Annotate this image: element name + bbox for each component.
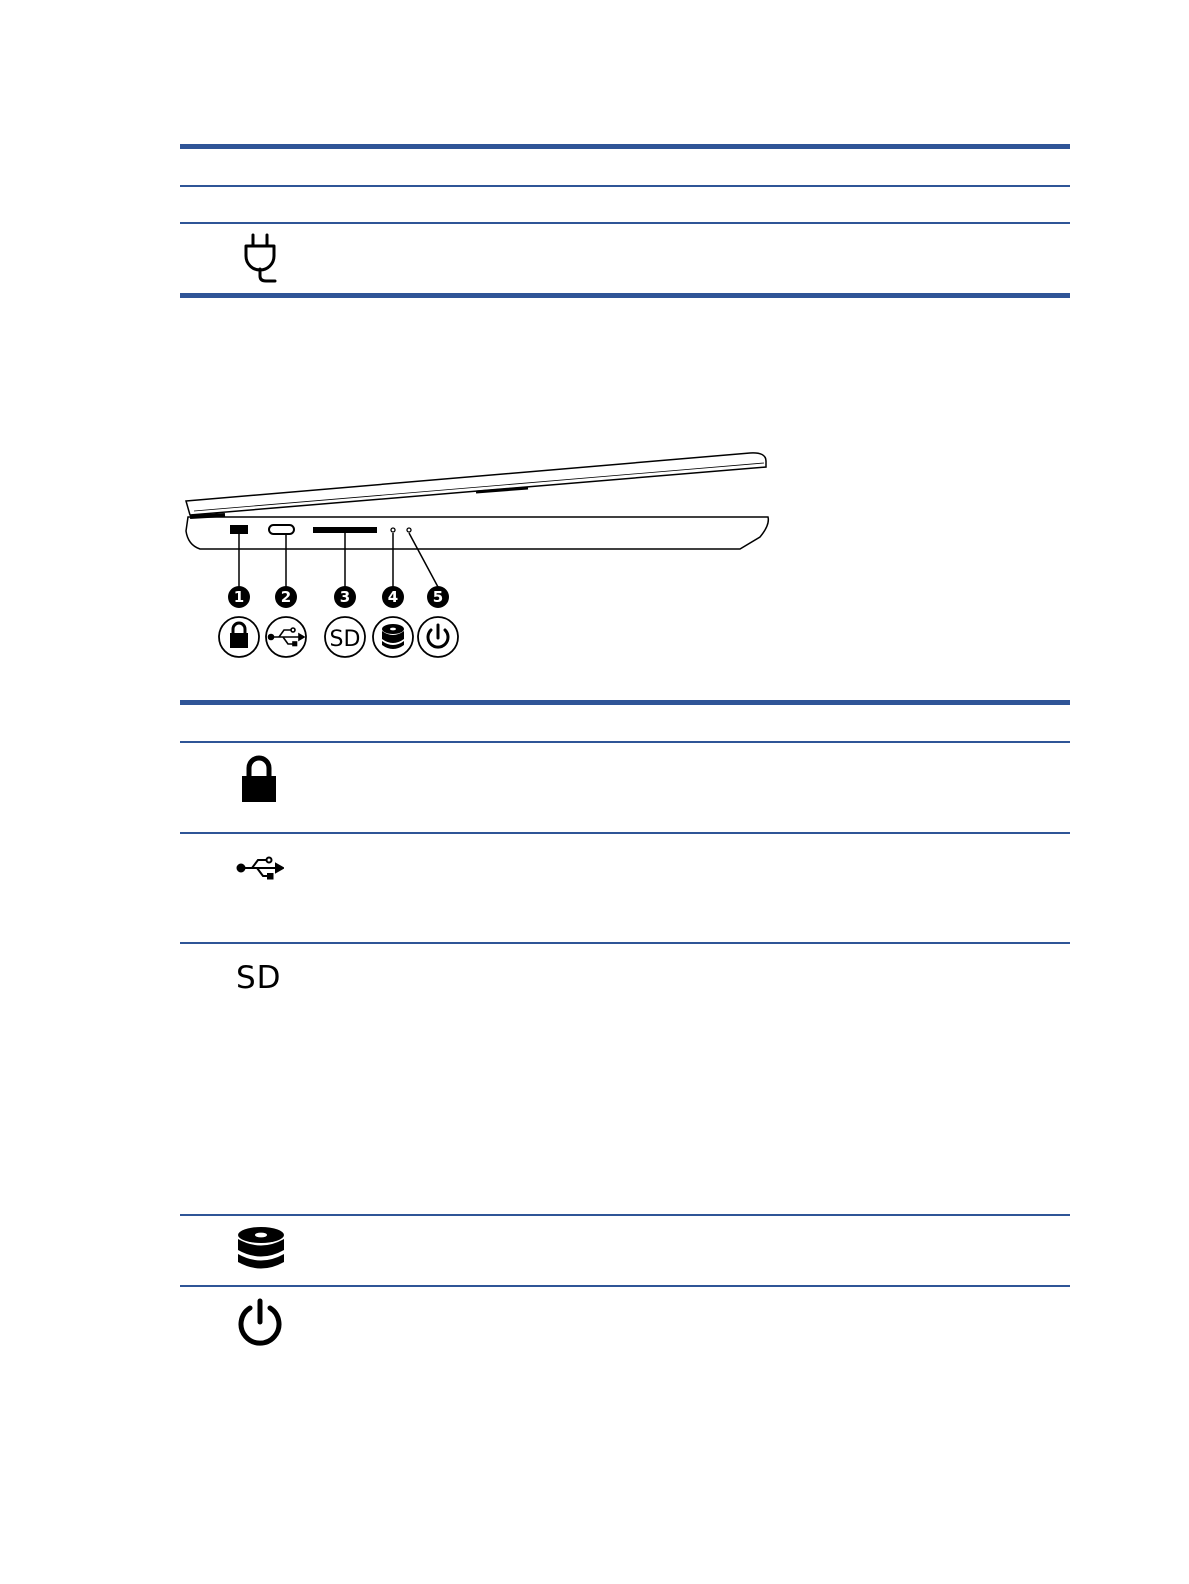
callout-drive-icon — [382, 624, 404, 649]
table2-row-rule-1 — [180, 832, 1070, 834]
table2-row-rule-3 — [180, 1214, 1070, 1216]
table2-row-rule-4 — [180, 1285, 1070, 1287]
callout-3: 3 — [339, 588, 351, 606]
callout-2: 2 — [280, 588, 292, 606]
power-icon — [236, 1298, 284, 1346]
callout-lock-icon — [230, 623, 248, 648]
sd-slot — [313, 527, 377, 533]
lock-icon — [240, 752, 278, 804]
callout-1: 1 — [233, 588, 245, 606]
callout-4: 4 — [387, 588, 399, 606]
laptop-lid — [186, 453, 766, 515]
drive-light — [391, 528, 395, 532]
drive-icon — [236, 1226, 286, 1274]
table1-header-rule — [180, 185, 1070, 187]
lock-slot — [230, 525, 248, 534]
callout-usb-icon — [269, 628, 305, 646]
callout-numbers — [228, 586, 449, 608]
table1-row-rule — [180, 222, 1070, 224]
table1-bottom-rule — [180, 293, 1070, 298]
table2-top-rule — [180, 700, 1070, 705]
power-plug-icon — [240, 232, 280, 284]
sd-icon: SD — [236, 960, 282, 996]
table1-top-rule — [180, 144, 1070, 149]
callout-power-icon — [428, 625, 448, 647]
usb-c-port — [269, 525, 294, 534]
table2-header-rule — [180, 741, 1070, 743]
usb-icon — [236, 856, 284, 880]
power-light — [407, 528, 411, 532]
callout-sd-icon: SD — [329, 627, 361, 652]
laptop-left-side-illustration — [180, 445, 780, 670]
callout-5: 5 — [432, 588, 444, 606]
table2-row-rule-2 — [180, 942, 1070, 944]
